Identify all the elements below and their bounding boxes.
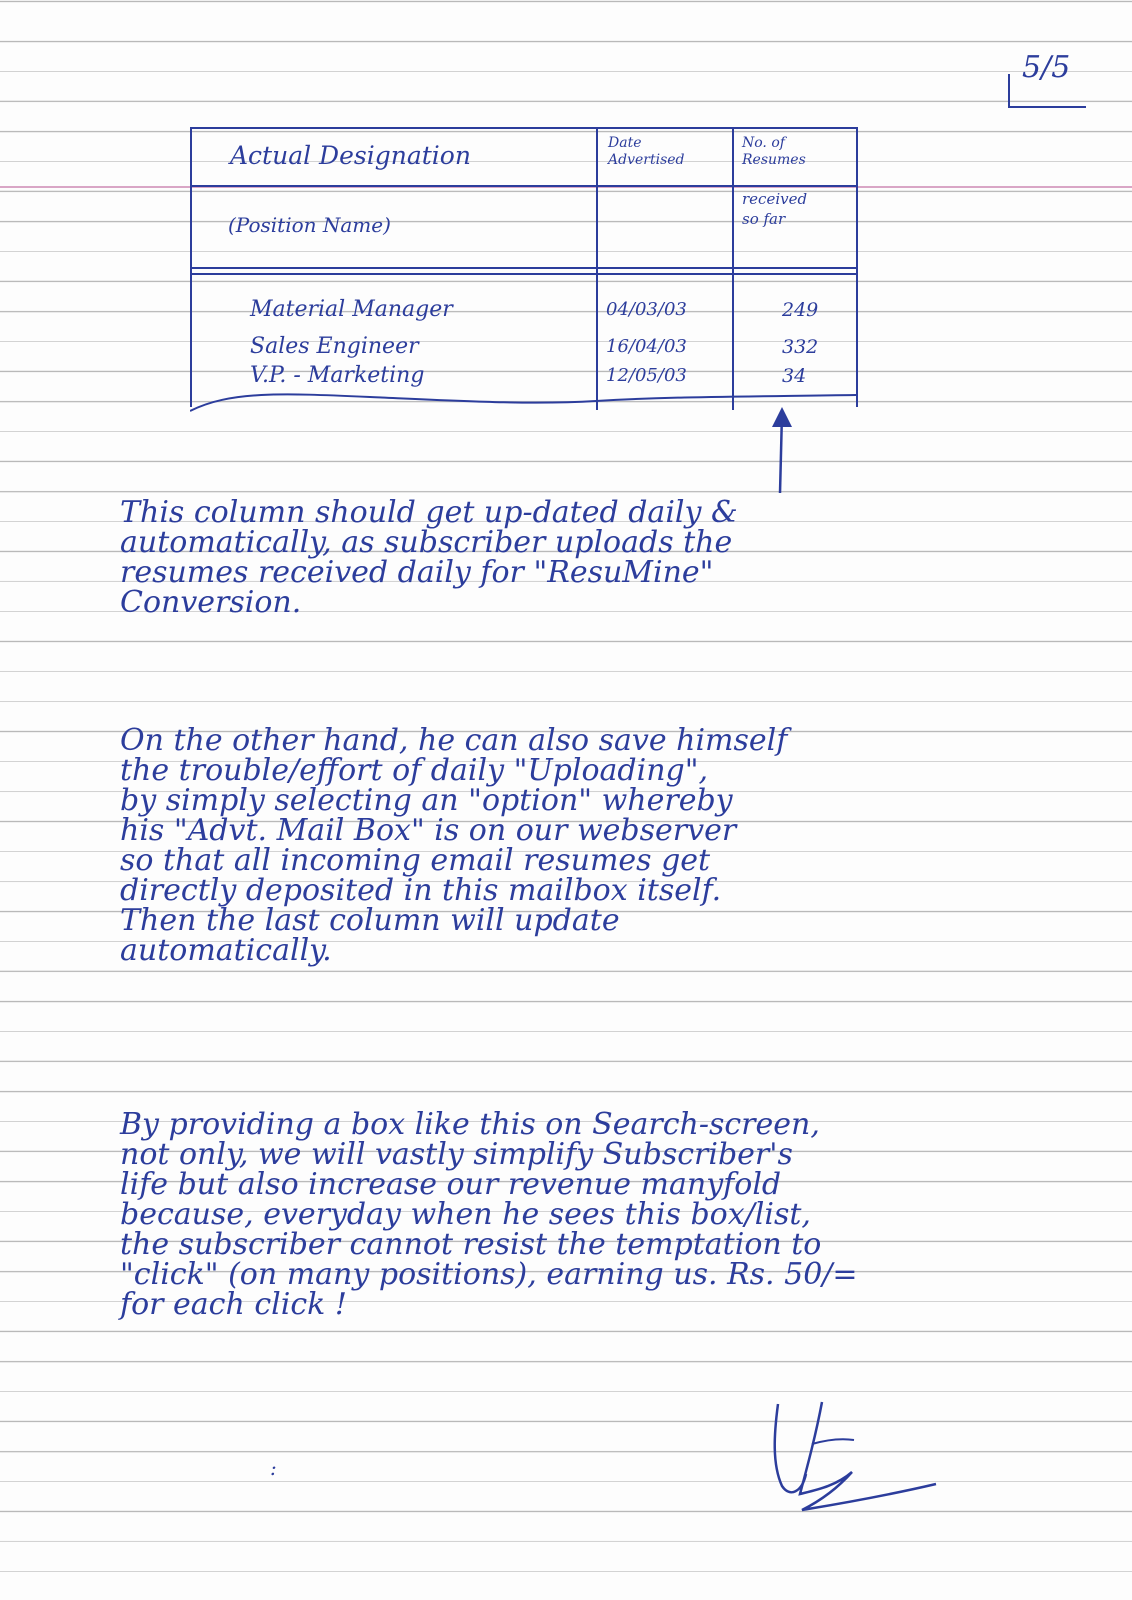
text-line: because, everyday when he sees this box/list, <box>120 1197 811 1232</box>
signature <box>756 1394 956 1514</box>
header-date-line1: Date <box>608 135 642 151</box>
text-line: resumes received daily for "ResuMine" <box>120 555 714 590</box>
header-divider <box>190 273 856 275</box>
table-row <box>190 334 856 364</box>
header-designation: Actual Designation <box>230 141 471 170</box>
header-date-advertised <box>608 135 685 169</box>
text-line: This column should get up-dated daily & <box>120 495 738 530</box>
header-resumes-line3: received <box>742 190 808 208</box>
text-line: Conversion. <box>120 585 302 620</box>
row-resumes: 34 <box>782 365 807 387</box>
text-line: the trouble/effort of daily "Uploading", <box>120 753 709 788</box>
row-resumes: 332 <box>782 336 819 358</box>
text-line: automatically, as subscriber uploads the <box>120 525 733 560</box>
header-received <box>742 189 807 229</box>
row-position: Sales Engineer <box>250 334 419 359</box>
text-line: for each click ! <box>120 1287 347 1322</box>
header-divider <box>190 267 856 269</box>
text-line: On the other hand, he can also save himself <box>120 723 788 758</box>
paragraph-mailbox-option <box>120 723 1100 968</box>
paragraph-column-note <box>120 495 1100 620</box>
row-position: Material Manager <box>250 297 453 322</box>
row-date: 12/05/03 <box>606 365 687 386</box>
text-line: his "Advt. Mail Box" is on our webserver <box>120 813 737 848</box>
header-resumes-line1: No. of <box>742 135 785 151</box>
positions-table <box>190 127 856 410</box>
header-position-name: (Position Name) <box>228 213 391 237</box>
page-number-bracket <box>1008 74 1086 108</box>
page-number-box <box>1004 44 1084 124</box>
header-resumes-line4: so far <box>742 210 786 228</box>
paragraph-revenue <box>120 1107 1100 1322</box>
text-line: automatically. <box>120 933 332 968</box>
text-line: life but also increase our revenue manyfold <box>120 1167 782 1202</box>
text-line: directly deposited in this mailbox itself. <box>120 873 722 908</box>
row-date: 16/04/03 <box>606 336 687 357</box>
arrow-up-icon <box>768 405 798 495</box>
text-line: Then the last column will update <box>120 903 620 938</box>
page-number: 5/5 <box>1022 50 1071 85</box>
header-resumes <box>742 135 806 169</box>
text-line: by simply selecting an "option" whereby <box>120 783 733 818</box>
text-line: "click" (on many positions), earning us. Rs. 50/= <box>120 1257 858 1292</box>
text-line: the subscriber cannot resist the temptation to <box>120 1227 822 1262</box>
header-divider <box>190 185 856 187</box>
header-date-line2: Advertised <box>608 152 685 168</box>
text-line: not only, we will vastly simplify Subscriber's <box>120 1137 793 1172</box>
header-resumes-line2: Resumes <box>742 152 806 168</box>
row-date: 04/03/03 <box>606 299 687 320</box>
text-line: By providing a box like this on Search-screen, <box>120 1107 820 1142</box>
row-resumes: 249 <box>782 299 819 321</box>
torn-bottom-edge <box>190 389 856 413</box>
stray-mark: : <box>270 1456 277 1480</box>
text-line: so that all incoming email resumes get <box>120 843 711 878</box>
table-row <box>190 297 856 327</box>
row-position: V.P. - Marketing <box>250 363 425 388</box>
